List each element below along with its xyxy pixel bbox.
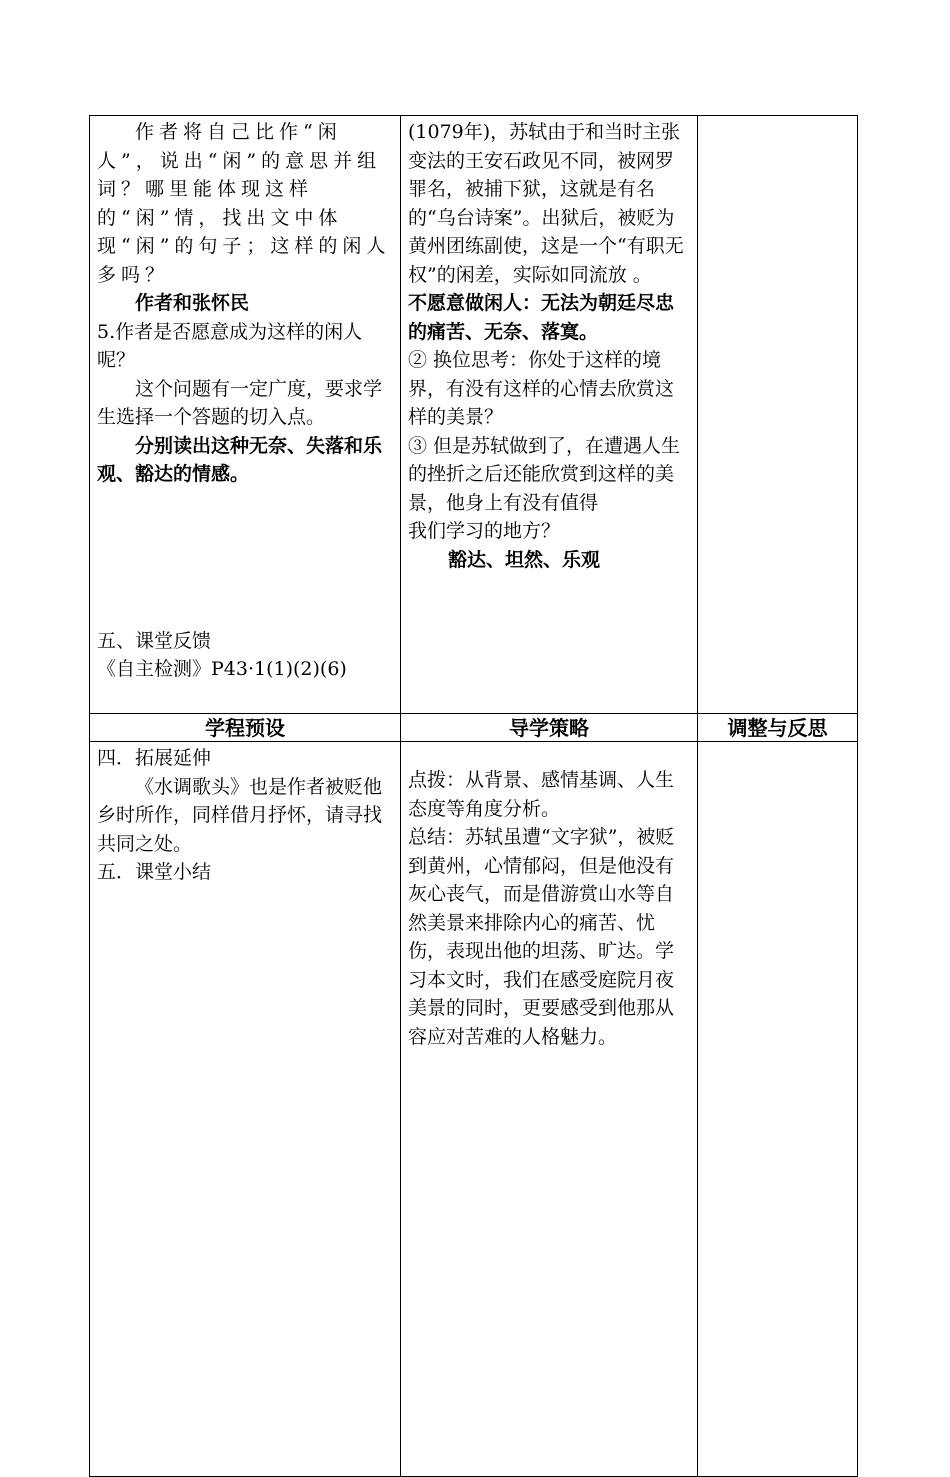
point-3-continued: 我们学习的地方？ (408, 520, 561, 542)
header-reflection: 调整与反思 (698, 714, 858, 742)
top-cell-col2 (401, 116, 698, 714)
question-5-text: 5.作者是否愿意成为这样的闲人呢？ (97, 320, 363, 371)
header-strategy: 导学策略 (401, 714, 698, 742)
table-header-row (90, 714, 858, 742)
question-4-text: 作者将自己比作“闲人”，说出“闲”的意思并组词？哪里能体现这样的“闲”情，找出文中体现“闲”的句子；这样的闲人多吗？ (97, 121, 391, 286)
answer-bold: 不愿意做闲人：无法为朝廷尽忠的痛苦、无奈、落寞。 (408, 292, 675, 343)
summary-text: 总结：苏轼虽遭“文字狱”，被贬到黄州，心情郁闷，但是他没有灰心丧气，而是借游赏山水等自然美景来排除内心的痛苦、忧伤，表现出他的坦荡、旷达。学习本文时，我们在感受庭院月夜美景的同时，更要感受到他那从容应对苦难的人格魅力。 (408, 826, 675, 1048)
bottom-cell-col3 (698, 742, 858, 1477)
lesson-plan-table (89, 115, 858, 1477)
question-5-note: 这个问题有一定广度，要求学生选择一个答题的切入点。 (97, 377, 383, 428)
question-4-answer: 作者和张怀民 (135, 292, 250, 314)
spacer (408, 744, 691, 766)
point-2: ② 换位思考：你处于这样的境界，有没有这样的心情去欣赏这样的美景？ (408, 349, 675, 428)
hint-text: 点拨：从背景、感情基调、人生态度等角度分析。 (408, 769, 675, 820)
question-5-answer: 分别读出这种无奈、失落和乐观、豁达的情感。 (97, 434, 383, 485)
section-5-text: 《自主检测》P43·1(1)(2)(6) (97, 658, 347, 680)
bottom-cell-col1 (90, 742, 401, 1477)
top-cell-col1 (90, 116, 401, 714)
top-cell-col3 (698, 116, 858, 714)
header-plan: 学程预设 (90, 714, 401, 742)
section-5-title: 五、课堂反馈 (97, 629, 212, 652)
point-3: ③ 但是苏轼做到了，在遭遇人生的挫折之后还能欣赏到这样的美景，他身上有没有值得 (408, 434, 681, 514)
section-4-title: 四．拓展延伸 (97, 747, 212, 769)
table-row-top (90, 116, 858, 714)
spacer (97, 489, 394, 627)
bottom-cell-col2 (401, 742, 698, 1477)
section-4-text: 《水调歌头》也是作者被贬他乡时所作，同样借月抒怀，请寻找共同之处。 (97, 775, 383, 855)
table-row-bottom (90, 742, 858, 1477)
section-5-summary-title: 五．课堂小结 (97, 861, 212, 883)
traits-answer: 豁达、坦然、乐观 (448, 548, 601, 571)
background-text: (1079年)，苏轼由于和当时主张变法的王安石政见不同，被网罗罪名，被捕下狱，这就是有名的“乌台诗案”。出狱后，被贬为黄州团练副使，这是一个“有职无权”的闲差，实际如同流放 。 (408, 121, 684, 286)
